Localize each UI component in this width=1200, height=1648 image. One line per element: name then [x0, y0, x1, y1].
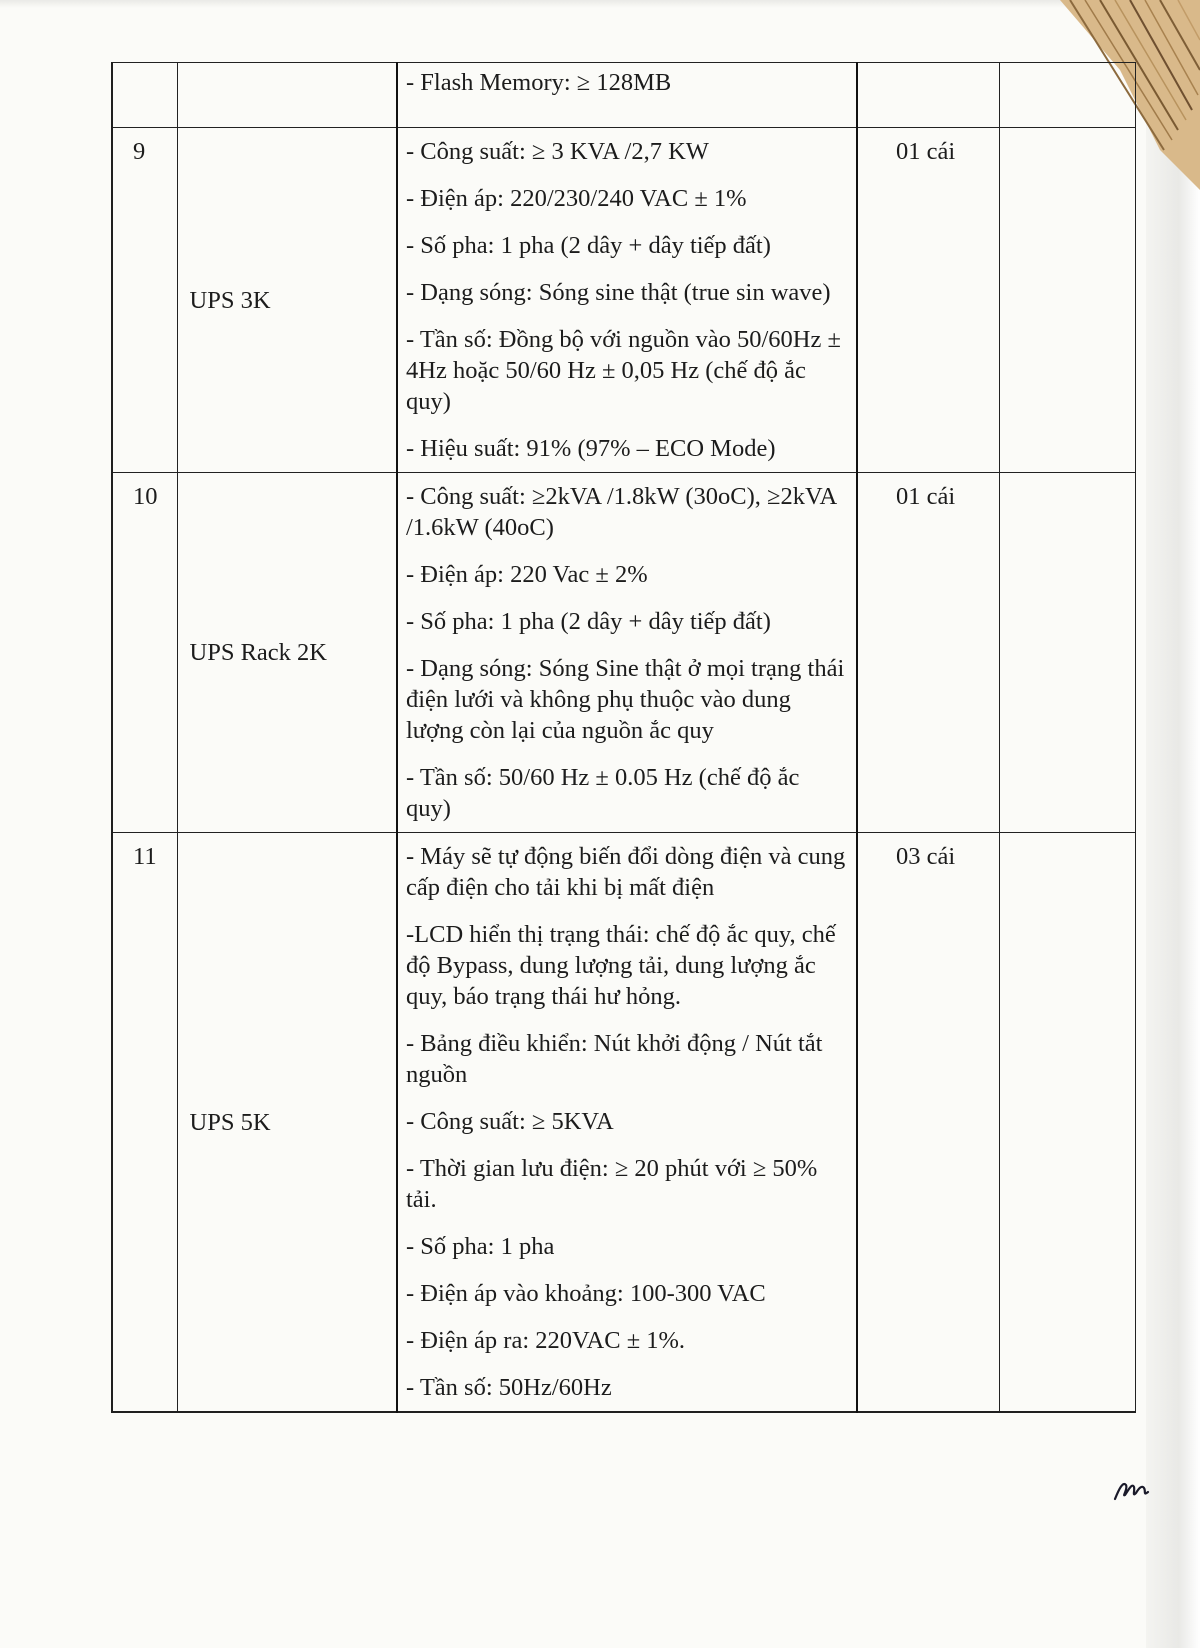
quantity: 01 cái: [857, 473, 999, 833]
spec-line: - Điện áp: 220 Vac ± 2%: [406, 561, 648, 588]
scan-shadow: [0, 0, 1200, 8]
quantity: [857, 63, 999, 128]
note-cell: [999, 128, 1135, 473]
device-name: [177, 63, 397, 128]
spec-line: - Công suất: ≥2kVA /1.8kW (30oC), ≥2kVA /1.6kW (40oC): [406, 483, 836, 541]
row-number: [112, 63, 177, 128]
spec-line: - Điện áp vào khoảng: 100-300 VAC: [406, 1280, 766, 1307]
table-row: [112, 128, 1135, 473]
device-name: UPS Rack 2K: [177, 473, 397, 833]
spec-cell: [397, 128, 857, 473]
quantity: 03 cái: [857, 833, 999, 1413]
page-edge: [1146, 0, 1200, 1648]
spec-line: - Công suất: ≥ 3 KVA /2,7 KW: [406, 138, 709, 165]
spec-line: - Điện áp: 220/230/240 VAC ± 1%: [406, 185, 747, 212]
device-name: UPS 5K: [177, 833, 397, 1413]
row-number: 10: [112, 473, 177, 833]
spec-line: - Số pha: 1 pha: [406, 1233, 555, 1260]
spec-line: - Điện áp ra: 220VAC ± 1%.: [406, 1327, 686, 1354]
spec-line: - Hiệu suất: 91% (97% – ECO Mode): [406, 435, 776, 462]
row-number: 9: [112, 128, 177, 473]
spec-line: - Bảng điều khiển: Nút khởi động / Nút tắt nguồn: [406, 1030, 823, 1088]
table-row: [112, 833, 1135, 1413]
note-cell: [999, 833, 1135, 1413]
spec-line: - Công suất: ≥ 5KVA: [406, 1108, 614, 1135]
spec-line: - Thời gian lưu điện: ≥ 20 phút với ≥ 50% tải.: [406, 1155, 818, 1213]
initials-signature: [1113, 1475, 1153, 1503]
spec-line: - Số pha: 1 pha (2 dây + dây tiếp đất): [406, 232, 771, 259]
spec-cell: [397, 63, 857, 128]
spec-line: - Máy sẽ tự động biến đổi dòng điện và cung cấp điện cho tải khi bị mất điện: [406, 843, 846, 901]
quantity: 01 cái: [857, 128, 999, 473]
device-name: UPS 3K: [177, 128, 397, 473]
note-cell: [999, 473, 1135, 833]
spec-line: - Số pha: 1 pha (2 dây + dây tiếp đất): [406, 608, 771, 635]
spec-line: - Dạng sóng: Sóng Sine thật ở mọi trạng thái điện lưới và không phụ thuộc vào dung lượng còn lại của nguồn ắc quy: [406, 655, 845, 744]
spec-line: - Flash Memory: ≥ 128MB: [406, 69, 672, 96]
table-row: [112, 63, 1135, 128]
spec-line: - Tần số: 50Hz/60Hz: [406, 1374, 612, 1401]
equipment-spec-table: [111, 62, 1136, 1413]
table-row: [112, 473, 1135, 833]
spec-line: - Tần số: 50/60 Hz ± 0.05 Hz (chế độ ắc quy): [406, 764, 800, 822]
spec-line: - Dạng sóng: Sóng sine thật (true sin wave): [406, 279, 831, 306]
spec-line: -LCD hiển thị trạng thái: chế độ ắc quy, chế độ Bypass, dung lượng tải, dung lượng ắc quy, báo trạng thái hư hỏng.: [406, 921, 836, 1010]
spec-cell: [397, 833, 857, 1413]
note-cell: [999, 63, 1135, 128]
row-number: 11: [112, 833, 177, 1413]
spec-cell: [397, 473, 857, 833]
spec-line: - Tần số: Đồng bộ với nguồn vào 50/60Hz ± 4Hz hoặc 50/60 Hz ± 0,05 Hz (chế độ ắc quy): [406, 326, 841, 415]
